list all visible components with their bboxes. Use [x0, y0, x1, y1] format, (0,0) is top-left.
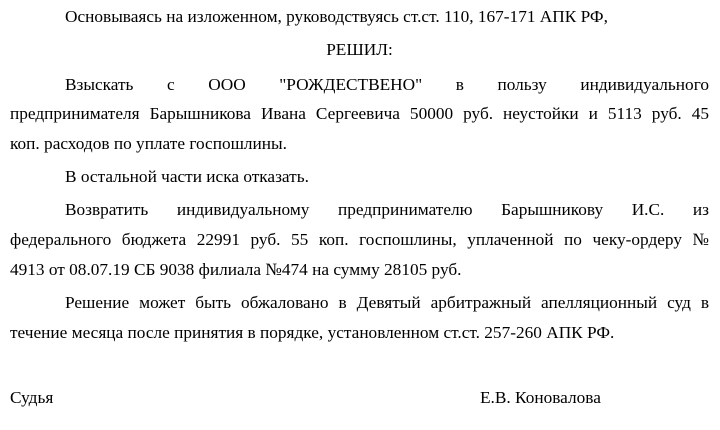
intro-line: Основываясь на изложенном, руководствуясь ст.ст. 110, 167-171 АПК РФ,: [65, 7, 608, 26]
paragraph-4-line-1: Решение может быть обжаловано в Девятый арбитражный апелляционный суд в: [65, 293, 709, 312]
paragraph-1-line-2: предпринимателя Барышникова Ивана Сергеевича 50000 руб. неустойки и 5113 руб. 45: [10, 104, 709, 123]
paragraph-2-line-1: В остальной части иска отказать.: [65, 167, 309, 186]
paragraph-1-line-1: Взыскать с ООО "РОЖДЕСТВЕНО" в пользу индивидуального: [65, 75, 709, 94]
paragraph-1-line-3: коп. расходов по уплате госпошлины.: [10, 134, 287, 153]
paragraph-4-line-2: течение месяца после принятия в порядке, установленном ст.ст. 257-260 АПК РФ.: [10, 323, 615, 342]
paragraph-3-line-2: федерального бюджета 22991 руб. 55 коп. госпошлины, уплаченной по чеку-ордеру №: [10, 230, 709, 249]
judge-title: Судья: [10, 388, 54, 407]
paragraph-3-line-3: 4913 от 08.07.19 СБ 9038 филиала №474 на сумму 28105 руб.: [10, 260, 462, 279]
paragraph-3-line-1: Возвратить индивидуальному предпринимателю Барышникову И.С. из: [65, 200, 709, 219]
judge-name: Е.В. Коновалова: [480, 388, 601, 407]
decision-heading: РЕШИЛ:: [326, 40, 393, 59]
